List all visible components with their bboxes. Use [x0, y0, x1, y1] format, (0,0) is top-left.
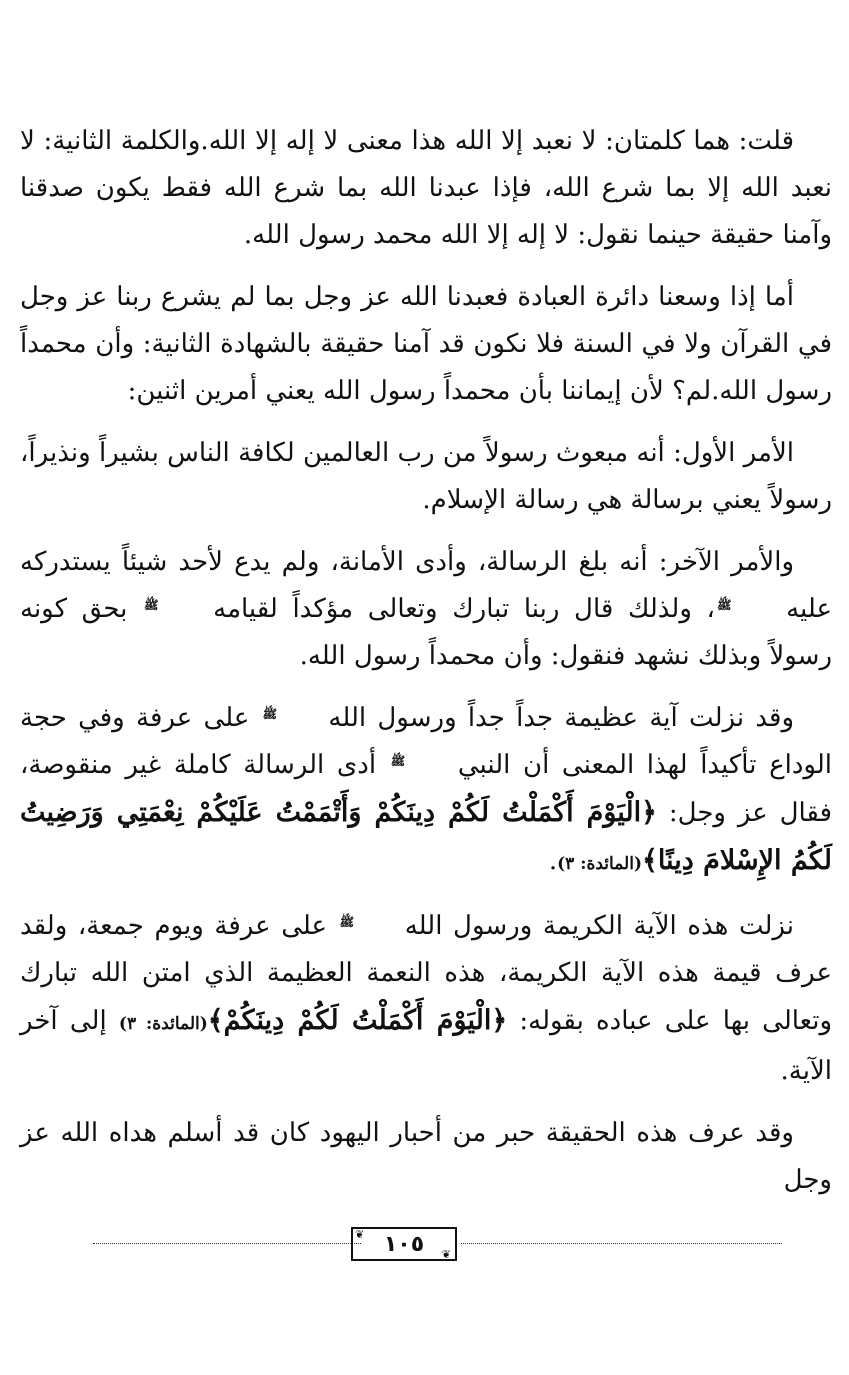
paragraph-text: والأمر الآخر: أنه بلغ الرسالة، وأدى الأمانة، ولم يدع لأحد شيئاً يستدركه عليه [20, 547, 833, 624]
paragraph-text: أما إذا وسعنا دائرة العبادة فعبدنا الله عز وجل بما لم يشرع ربنا عز وجل في القرآن ولا في السنة فلا نكون قد آمنا حقيقة بالشهادة الثانية: وأن محمداً رسول الله.لم؟ لأن إيماننا بأن محمداً رسول الله يعني أمرين اثنين: [20, 282, 832, 406]
quran-verse: ﴿الْيَوْمَ أَكْمَلْتُ لَكُمْ دِينَكُمْ﴾ [207, 1005, 508, 1036]
paragraph-text: أدى الرسالة كاملة غير منقوصة، فقال عز وجل: [20, 750, 832, 828]
paragraph-text: إلى آخر الآية. [20, 1006, 832, 1086]
salawat-icon: ﷺ [716, 598, 732, 612]
page-number-frame [351, 1227, 457, 1261]
paragraph [20, 274, 832, 415]
paragraph [20, 539, 832, 680]
verse-reference: (المائدة: ٣) [557, 854, 642, 874]
paragraph [20, 903, 832, 1095]
page-number: ١٠٥ [383, 1231, 425, 1257]
salawat-icon: ﷺ [143, 598, 159, 612]
paragraph-text: . [548, 846, 558, 876]
paragraph-text: على عرفة وفي حجة الوداع تأكيداً لهذا المعنى أن النبي [20, 703, 832, 780]
page-footer [40, 1224, 782, 1264]
paragraph-text: قلت: هما كلمتان: لا نعبد إلا الله هذا معنى لا إله إلا الله.والكلمة الثانية: لا نعبد الله إلا بما شرع الله، فإذا عبدنا الله بما شرع الله فقط يكون صدقنا وآمنا حقيقة حينما نقول: لا إله إلا الله محمد رسول الله. [20, 126, 832, 250]
paragraph [20, 695, 832, 888]
frame-ornament-icon: ❦ [355, 1228, 365, 1241]
salawat-icon: ﷺ [339, 915, 355, 929]
paragraph [20, 1110, 832, 1204]
paragraph-text: ، ولذلك قال ربنا تبارك وتعالى مؤكداً لقيامه [198, 594, 715, 624]
salawat-icon: ﷺ [390, 754, 406, 768]
quran-verse: ﴿الْيَوْمَ أَكْمَلْتُ لَكُمْ دِينَكُمْ وَأَتْمَمْتُ عَلَيْكُمْ نِعْمَتِي وَرَضِيتُ لَكُمُ الإِسْلامَ دِينًا﴾ [20, 797, 832, 876]
salawat-icon: ﷺ [262, 707, 278, 721]
footer-dotted-rule-left [93, 1243, 361, 1244]
paragraph-text: وقد نزلت آية عظيمة جداً جداً ورسول الله [317, 703, 794, 733]
paragraph-text: على عرفة ويوم جمعة، ولقد عرف قيمة هذه الآية الكريمة، هذه النعمة العظيمة الذي امتن الله تبارك وتعالى بها على عباده بقوله: [20, 911, 833, 1036]
paragraph-text: نزلت هذه الآية الكريمة ورسول الله [394, 911, 794, 941]
page-body [20, 118, 833, 1195]
paragraph [20, 430, 832, 524]
frame-ornament-icon: ❦ [441, 1248, 451, 1261]
paragraph-text: بحق كونه رسولاً وبذلك نشهد فنقول: وأن محمداً رسول الله. [20, 594, 832, 671]
verse-reference: (المائدة: ٣) [118, 1014, 208, 1034]
footer-dotted-rule-right [461, 1243, 782, 1244]
paragraph-text: وقد عرف هذه الحقيقة حبر من أحبار اليهود كان قد أسلم هداه الله عز وجل [20, 1118, 832, 1195]
paragraph-text: الأمر الأول: أنه مبعوث رسولاً من رب العالمين لكافة الناس بشيراً ونذيراً، رسولاً يعني برسالة هي رسالة الإسلام. [20, 438, 832, 515]
paragraph [20, 118, 832, 259]
